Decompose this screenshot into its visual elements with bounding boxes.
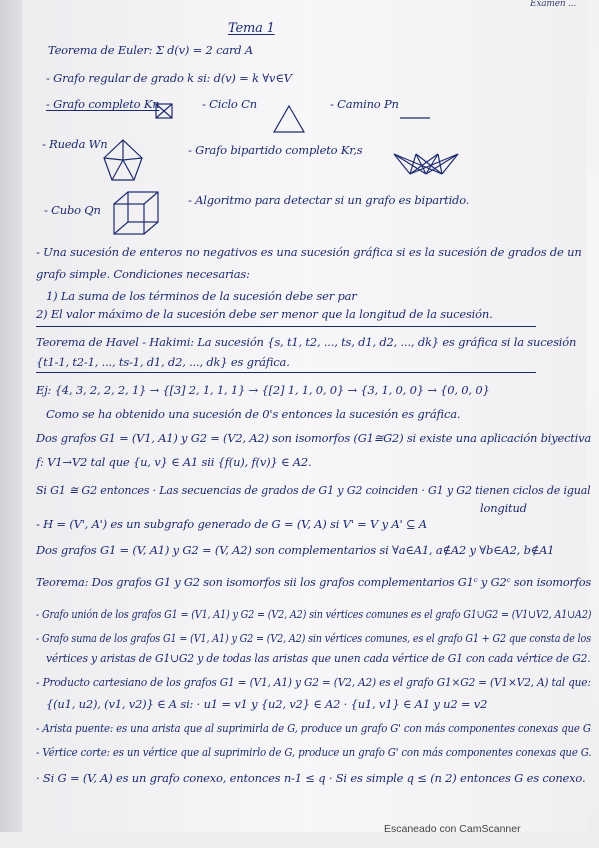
cycle-graph-figure <box>272 104 306 134</box>
note-line: - H = (V', A') es un subgrafo generado de G = (V, A) si V' = V y A' ⊆ A <box>36 517 427 531</box>
note-line: - Cubo Qn <box>44 203 101 217</box>
note-line: Teorema de Havel - Hakimi: La sucesión {s, t1, t2, ..., ts, d1, d2, ..., dk} es gráfica si la sucesión <box>36 335 577 349</box>
note-line: - Arista puente: es una arista que al suprimirla de G, produce un grafo G' con más componentes conexas que G <box>36 721 591 735</box>
note-line: - Camino Pn <box>330 97 399 111</box>
note-line: - Una sucesión de enteros no negativos es una sucesión gráfica si es la sucesión de grados de un <box>36 245 582 259</box>
note-line: - Vértice corte: es un vértice que al suprimirlo de G, produce un grafo G' con más componentes conexas que G. <box>36 745 592 759</box>
page-binding-edge <box>0 0 24 832</box>
note-line: Ej: {4, 3, 2, 2, 2, 1} → {[3] 2, 1, 1, 1} → {[2] 1, 1, 0, 0} → {3, 1, 0, 0} → {0, 0, 0} <box>36 383 490 397</box>
note-line: - Ciclo Cn <box>202 97 257 111</box>
note-line: f: V1→V2 tal que {u, v} ∈ A1 sii {f(u), f(v)} ∈ A2. <box>36 455 312 469</box>
scanner-watermark: Escaneado con CamScanner <box>384 823 521 835</box>
bipartite-graph-figure <box>392 150 462 178</box>
note-line: Dos grafos G1 = (V1, A1) y G2 = (V2, A2) son isomorfos (G1≅G2) si existe una aplicación biyectiva <box>36 431 592 445</box>
divider <box>36 372 536 373</box>
note-line: - Algoritmo para detectar si un grafo es bipartido. <box>188 193 470 207</box>
note-line: Teorema de Euler: Σ d(v) = 2 card A <box>48 43 254 57</box>
path-graph-figure <box>398 116 432 120</box>
note-line: {(u1, u2), (v1, v2)} ∈ A si: · u1 = v1 y {u2, v2} ∈ A2 · {u1, v1} ∈ A1 y u2 = v2 <box>46 697 488 711</box>
corner-text: Examen ... <box>530 0 577 9</box>
note-line: - Grafo unión de los grafos G1 = (V1, A1) y G2 = (V2, A2) sin vértices comunes es el grafo G1∪G2 = (V1∪V2, A1∪A2) <box>36 607 592 621</box>
complete-graph-k4-figure <box>154 102 176 122</box>
note-line: 2) El valor máximo de la sucesión debe ser menor que la longitud de la sucesión. <box>36 307 493 321</box>
note-line: - Producto cartesiano de los grafos G1 = (V1, A1) y G2 = (V2, A2) es el grafo G1×G2 = (V1×V2, A) tal que: <box>36 675 591 689</box>
note-line: Como se ha obtenido una sucesión de 0's entonces la sucesión es gráfica. <box>46 407 461 421</box>
note-line: vértices y aristas de G1∪G2 y de todas las aristas que unen cada vértice de G1 con cada vértice de G2. <box>46 651 591 665</box>
note-line: Dos grafos G1 = (V, A1) y G2 = (V, A2) son complementarios si ∀a∈A1, a∉A2 y ∀b∈A2, b∉A1 <box>36 543 555 557</box>
note-line: longitud <box>480 501 527 515</box>
wheel-graph-figure <box>102 138 144 182</box>
divider <box>36 326 536 327</box>
note-line: Si G1 ≅ G2 entonces · Las secuencias de grados de G1 y G2 coinciden · G1 y G2 tienen ciclos de igual <box>36 483 591 497</box>
page-title: Tema 1 <box>228 21 275 36</box>
note-line: - Grafo completo Kn <box>46 97 160 111</box>
note-line: - Grafo regular de grado k si: d(v) = k ∀v∈V <box>46 71 292 85</box>
note-line: · Si G = (V, A) es un grafo conexo, entonces n-1 ≤ q · Si es simple q ≤ (n 2) entonces G es conexo. <box>36 771 586 785</box>
note-line: {t1-1, t2-1, ..., ts-1, d1, d2, ..., dk} es gráfica. <box>36 355 290 369</box>
note-line: grafo simple. Condiciones necesarias: <box>36 267 250 281</box>
note-line: - Grafo bipartido completo Kr,s <box>188 143 363 157</box>
note-line: 1) La suma de los términos de la sucesión debe ser par <box>46 289 357 303</box>
note-line: - Rueda Wn <box>42 137 108 151</box>
note-line: - Grafo suma de los grafos G1 = (V1, A1) y G2 = (V2, A2) sin vértices comunes, es el grafo G1 + G2 que consta de los <box>36 631 591 645</box>
cube-graph-figure <box>112 190 162 236</box>
note-line: Teorema: Dos grafos G1 y G2 son isomorfos sii los grafos complementarios G1ᶜ y G2ᶜ son isomorfos <box>36 575 592 589</box>
